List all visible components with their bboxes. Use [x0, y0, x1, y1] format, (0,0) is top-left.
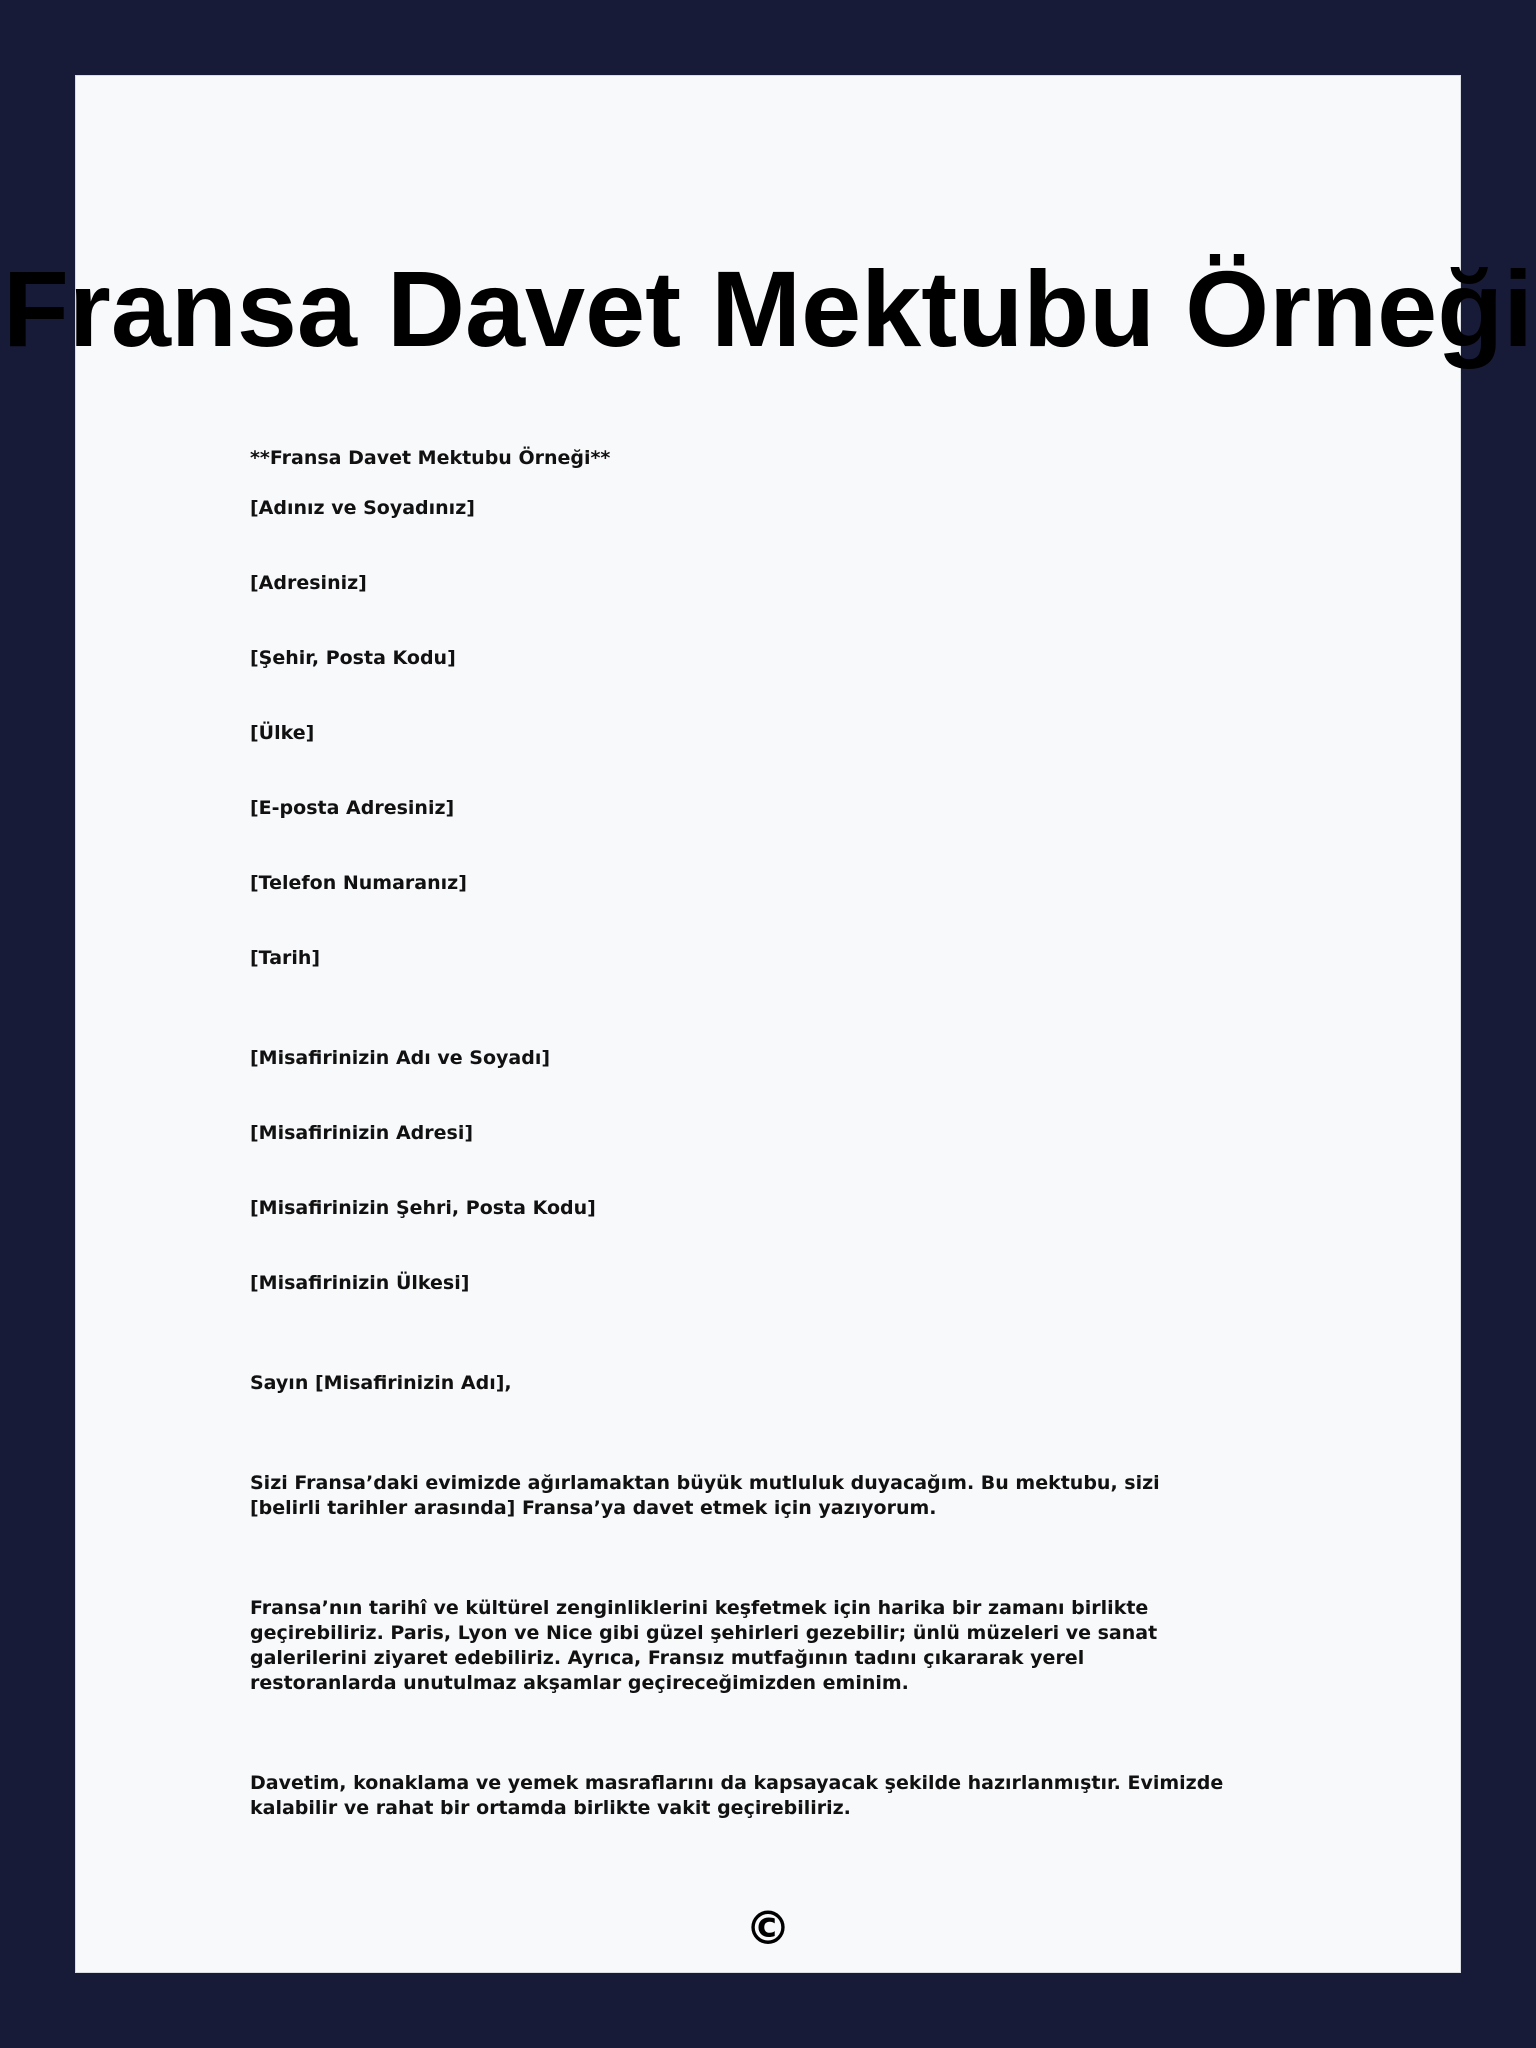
recipient-address: [Misafirinizin Adresi] [250, 1122, 474, 1144]
paragraph: Davetim, konaklama ve yemek masraflarını da kapsayacak şekilde hazırlanmıştır. Evimizde kalabilir ve rahat bir ortamda birlikte vakit geçirebiliriz. [250, 1772, 1224, 1819]
sender-country: [Ülke] [250, 722, 315, 744]
letter-heading: **Fransa Davet Mektubu Örneği** [250, 447, 611, 469]
salutation: Sayın [Misafirinizin Adı], [250, 1372, 512, 1394]
sender-address: [Adresiniz] [250, 572, 367, 594]
recipient-name: [Misafirinizin Adı ve Soyadı] [250, 1047, 551, 1069]
copyright-symbol: © [745, 1901, 791, 1955]
page-title: Fransa Davet Mektubu Örneği [2, 248, 1534, 369]
recipient-country: [Misafirinizin Ülkesi] [250, 1272, 470, 1294]
sender-email: [E-posta Adresiniz] [250, 797, 455, 819]
sender-name: [Adınız ve Soyadınız] [250, 497, 475, 519]
sender-city-postcode: [Şehir, Posta Kodu] [250, 647, 456, 669]
letter-date: [Tarih] [250, 947, 321, 969]
paragraph: Fransa’nın tarihî ve kültürel zenginliklerini keşfetmek için harika bir zamanı birlikte geçirebiliriz. Paris, Lyon ve Nice gibi güzel şehirleri gezebilir; ünlü müzeleri ve sanat galerilerini ziyaret edebiliriz. Ayrıca, Fransız mutfağının tadını çıkararak yerel restoranlarda unutulmaz akşamlar geçireceğimizden eminim. [250, 1597, 1158, 1694]
paragraph: Sizi Fransa’daki evimizde ağırlamaktan büyük mutluluk duyacağım. Bu mektubu, sizi [belirli tarihler arasında] Fransa’ya davet etmek için yazıyorum. [250, 1472, 1160, 1519]
recipient-city-postcode: [Misafirinizin Şehri, Posta Kodu] [250, 1197, 596, 1219]
sender-phone: [Telefon Numaranız] [250, 872, 467, 894]
letter-body [250, 446, 1230, 1821]
